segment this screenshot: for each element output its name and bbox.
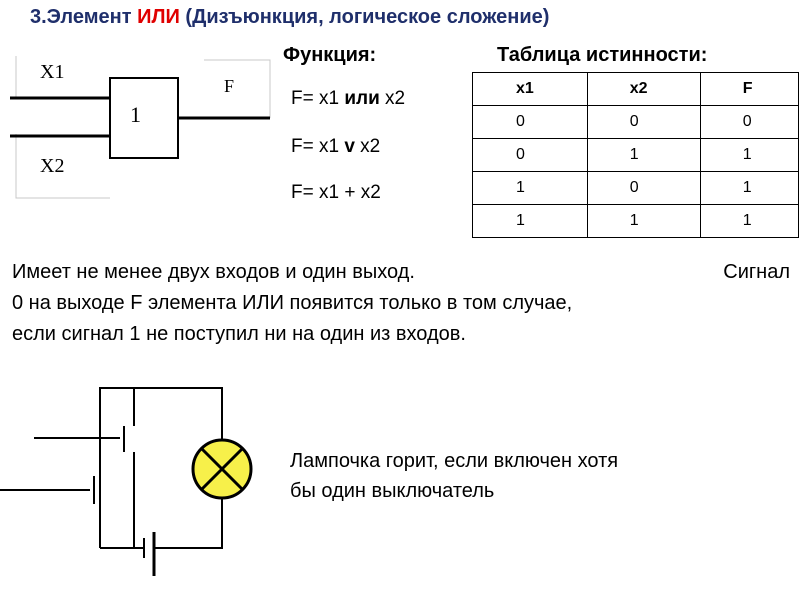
table-row — [473, 106, 799, 139]
formula-2-post: x2 — [354, 136, 381, 157]
title-prefix: 3.Элемент — [30, 6, 138, 28]
table-cell: 1 — [587, 139, 700, 172]
gate-symbol: 1 — [130, 102, 141, 127]
title-suffix: (Дизъюнкция, логическое сложение) — [179, 6, 550, 28]
table-cell: 0 — [473, 139, 588, 172]
truth-table — [472, 72, 799, 238]
output-frame — [204, 60, 270, 118]
formula-3-pre: F= x1 + x2 — [291, 182, 381, 203]
table-cell: 0 — [473, 106, 588, 139]
lamp-circuit-diagram — [0, 380, 300, 590]
table-row — [473, 139, 799, 172]
table-cell: 1 — [587, 205, 700, 238]
table-cell: 1 — [700, 172, 798, 205]
output-label: F — [224, 76, 235, 96]
formula-1-post: x2 — [379, 88, 406, 109]
formula-2-op: v — [344, 136, 355, 157]
description-line-3: если сигнал 1 не поступил ни на один из входов. — [12, 323, 466, 345]
formula-2-pre: F= x1 — [291, 136, 345, 157]
table-row — [473, 205, 799, 238]
title-accent: ИЛИ — [137, 6, 180, 28]
page-title — [30, 6, 549, 29]
truth-table-header-row — [473, 73, 799, 106]
formula-1-op: или — [344, 88, 380, 109]
table-row — [473, 172, 799, 205]
input2-label: X2 — [40, 155, 65, 177]
table-cell: 0 — [587, 106, 700, 139]
or-gate-diagram — [0, 40, 290, 220]
table-cell: 1 — [700, 139, 798, 172]
column-header-x2: x2 — [587, 73, 700, 106]
formula-1-pre: F= x1 — [291, 88, 345, 109]
lamp-caption-line-1: Лампочка горит, если включен хотя — [290, 450, 619, 472]
formula-2 — [291, 136, 380, 158]
column-header-x1: x1 — [473, 73, 588, 106]
table-cell: 1 — [700, 205, 798, 238]
description-line-2: 0 на выходе F элемента ИЛИ появится только в том случае, — [12, 292, 573, 314]
gate-body — [110, 78, 178, 158]
description-line-1-left: Имеет не менее двух входов и один выход. — [12, 261, 415, 283]
formula-1 — [291, 88, 405, 110]
truth-table-heading: Таблица истинности: — [497, 44, 708, 66]
table-cell: 0 — [587, 172, 700, 205]
description-line-1-right: Сигнал — [723, 261, 790, 283]
lamp-caption-line-2: бы один выключатель — [290, 480, 495, 502]
input1-label: X1 — [40, 61, 65, 83]
lamp-caption — [290, 446, 750, 506]
table-cell: 1 — [473, 205, 588, 238]
table-cell: 0 — [700, 106, 798, 139]
table-cell: 1 — [473, 172, 588, 205]
column-header-f: F — [700, 73, 798, 106]
description-line-1 — [12, 257, 790, 288]
formula-3 — [291, 182, 381, 204]
function-heading: Функция: — [283, 44, 377, 66]
description-paragraph — [12, 257, 792, 350]
circuit-wire-right — [164, 490, 222, 548]
